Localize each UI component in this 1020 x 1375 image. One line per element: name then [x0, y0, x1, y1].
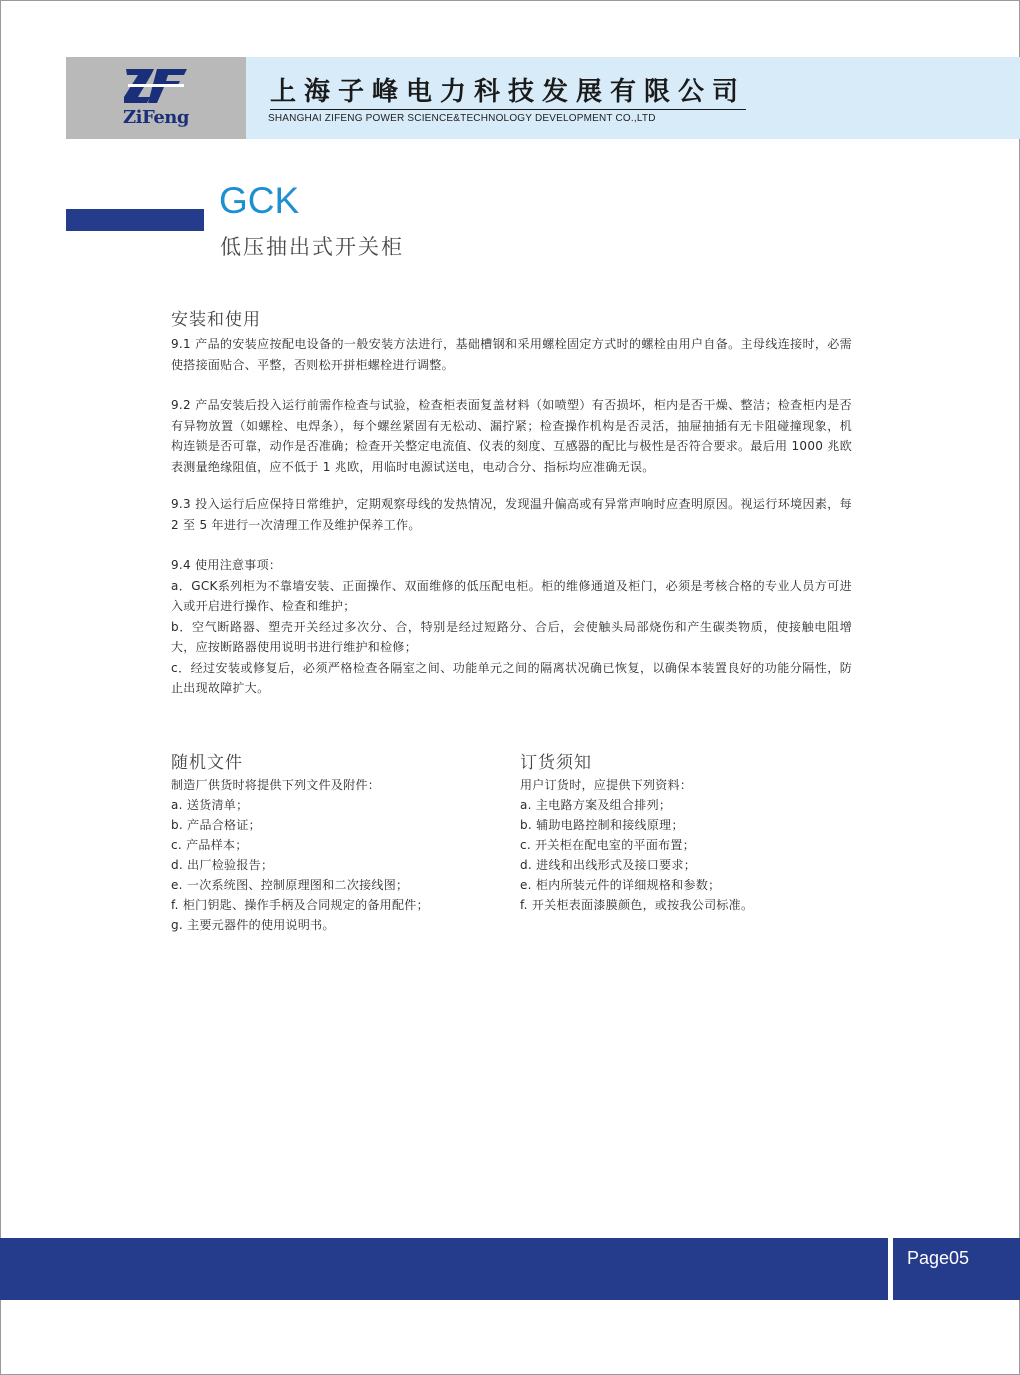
list-item: b. 产品合格证； [171, 818, 261, 832]
para-item-c: c．经过安装或修复后，必须严格检查各隔室之间、功能单元之间的隔离状况确已恢复，以确保本装置良好的功能分隔性，防止出现故障扩大。 [171, 660, 852, 695]
list-item: f. 柜门钥匙、操作手柄及合同规定的备用配件； [171, 898, 429, 912]
logo-box [66, 57, 246, 139]
list-item: e. 一次系统图、控制原理图和二次接线图； [171, 878, 409, 892]
order-heading: 订货须知 [520, 753, 592, 773]
title-accent-bar [66, 209, 204, 231]
footer-page-box [893, 1238, 1020, 1300]
company-name-cn: 上海子峰电力科技发展有限公司 [270, 71, 746, 110]
install-para-9-3 [171, 494, 852, 535]
list-item: a. 主电路方案及组合排列； [520, 798, 672, 812]
product-name: 低压抽出式开关柜 [220, 235, 404, 259]
order-list [520, 775, 753, 915]
page-number: Page05 [907, 1248, 970, 1268]
list-item: c. 产品样本； [171, 838, 248, 852]
list-item: b. 辅助电路控制和接线原理； [520, 818, 684, 832]
docs-list [171, 775, 429, 935]
install-heading: 安装和使用 [171, 310, 261, 330]
list-item: g. 主要元器件的使用说明书。 [171, 918, 335, 932]
footer-band [0, 1238, 888, 1300]
order-intro: 用户订货时，应提供下列资料： [520, 778, 693, 792]
logo-text: ZiFeng [123, 107, 189, 128]
list-item: c. 开关柜在配电室的平面布置； [520, 838, 696, 852]
install-para-9-1 [171, 334, 852, 375]
product-model: GCK [219, 180, 300, 221]
para-item-a: a．GCK系列柜为不靠墙安装、正面操作、双面维修的低压配电柜。柜的维修通道及柜门，必须是考核合格的专业人员方可进入或开启进行操作、检查和维护； [171, 578, 852, 613]
docs-intro: 制造厂供货时将提供下列文件及附件： [171, 778, 381, 792]
docs-heading: 随机文件 [171, 753, 243, 773]
para-title: 9.4 使用注意事项： [171, 558, 282, 572]
zf-logo-icon [124, 67, 188, 105]
list-item: d. 出厂检验报告； [171, 858, 274, 872]
install-para-9-2 [171, 395, 852, 477]
list-item: a. 送货清单； [171, 798, 249, 812]
para-item-b: b．空气断路器、塑壳开关经过多次分、合，特别是经过短路分、合后，会使触头局部烧伤和产生碳类物质，使接触电阻增大，应按断路器使用说明书进行维护和检修； [171, 619, 852, 654]
company-name-en: SHANGHAI ZIFENG POWER SCIENCE&TECHNOLOGY DEVELOPMENT CO.,LTD [268, 113, 656, 124]
header-band [246, 57, 1020, 139]
list-item: f. 开关柜表面漆膜颜色，或按我公司标准。 [520, 898, 754, 912]
para-text: 9.3 投入运行后应保持日常维护，定期观察母线的发热情况，发现温升偏高或有异常声响时应查明原因。视运行环境因素，每 2 至 5 年进行一次清理工作及维护保养工作。 [171, 497, 852, 532]
para-text: 9.1 产品的安装应按配电设备的一般安装方法进行，基础槽钢和采用螺栓固定方式时的螺栓由用户自备。主母线连接时，必需使搭接面贴合、平整，否则松开拼柜螺栓进行调整。 [171, 337, 852, 372]
list-item: d. 进线和出线形式及接口要求； [520, 858, 697, 872]
install-para-9-4 [171, 555, 852, 699]
para-text: 9.2 产品安装后投入运行前需作检查与试验，检查柜表面复盖材料（如喷塑）有否损坏，柜内是否干燥、整洁；检查柜内是否有异物放置（如螺栓、电焊条），每个螺丝紧固有无松动、漏拧紧；检查操作机构是否灵活，抽屉抽插有无卡阻碰撞现象，机构连锁是否可靠，动作是否准确；检查开关整定电流值、仪表的刻度、互感器的配比与极性是否符合要求。最后用 1000 兆欧表测量绝缘阻值，应不低于 1 兆欧，用临时电源试送电，电动合分、指标均应准确无误。 [171, 398, 852, 474]
list-item: e. 柜内所装元件的详细规格和参数； [520, 878, 721, 892]
